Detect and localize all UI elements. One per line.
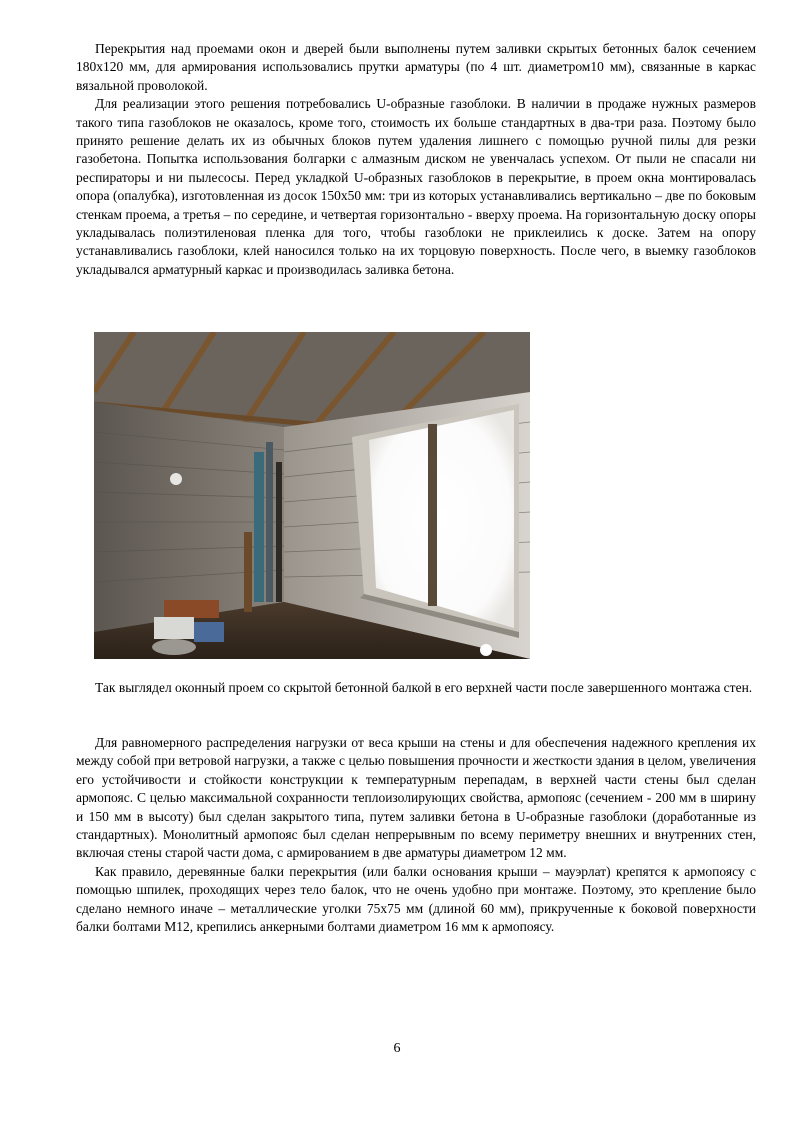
bottom-text-block [76,734,756,936]
paragraph-beam-fastening: Как правило, деревянные балки перекрытия (или балки основания крыши – мауэрлат) крепятся к армопоясу с помощью шпилек, проходящих через тело балок, что не очень удобно при монтаже. Поэтому, это крепление было сделано немного иначе – металлические уголки 75х75 мм (длиной 60 мм), прикрученные к боковой поверхности балки болтами М12, крепились анкерными болтами диаметром 16 мм к армопоясу. [76,863,756,935]
photo-caption: Так выглядел оконный проем со скрытой бетонной балкой в его верхней части после завершенного монтажа стен. [95,680,753,695]
caption-block [76,679,756,697]
paragraph-ring-beam: Для равномерного распределения нагрузки от веса крыши на стены и для обеспечения надежного крепления их между собой при ветровой нагрузки, а также с целью повышения прочности и жесткости здания в целом, увеличения его устойчивости и стойкости конструкции к температурным перепадам, в верхней части стены был сделан армопояс. С целью максимальной сохранности теплоизолирующих свойства, армопояс (сечением - 200 мм в ширину и 150 мм в высоту) был сделан закрытого типа, путем заливки бетона в U-образные газоблоки (доработанные из стандартных). Монолитный армопояс был сделан непрерывным по всему периметру внешних и внутренних стен, включая стены старой части дома, с армированием в две арматуры диаметром 12 мм. [76,735,756,861]
top-text-block [76,40,756,279]
window-opening-photo [94,332,530,659]
paragraph-lintels: Перекрытия над проемами окон и дверей были выполнены путем заливки скрытых бетонных балок сечением 180х120 мм, для армирования использовались прутки арматуры (по 4 шт. диаметром10 мм), связанные в каркас вязальной проволокой. [76,41,756,93]
paragraph-u-blocks: Для реализации этого решения потребовались U-образные газоблоки. В наличии в продаже нужных размеров такого типа газоблоков не оказалось, кроме того, стоимость их больше стандартных в два-три раза. Поэтому было принято решение делать их из обычных блоков путем удаления лишнего с помощью ручной пилы для резки газобетона. Попытка использования болгарки с алмазным диском не увенчалась успехом. От пыли не спасали ни респираторы и ни пылесосы. Перед укладкой U-образных газоблоков в перекрытие, в проем окна монтировалась опора (опалубка), изготовленная из досок 150х50 мм: три из которых устанавливались вертикально – две по боковым стенкам проема, а третья – по середине, и четвертая горизонтально - вверху проема. На горизонтальную доску опоры укладывалась полиэтиленовая пленка для того, чтобы газоблоки не приклеились к доске. Затем на опору устанавливались газоблоки, клей наносился только на их торцовую поверхность. После чего, в выемку газоблоков укладывался арматурный каркас и производилась заливка бетона. [76,96,756,277]
page-number: 6 [393,1041,401,1056]
